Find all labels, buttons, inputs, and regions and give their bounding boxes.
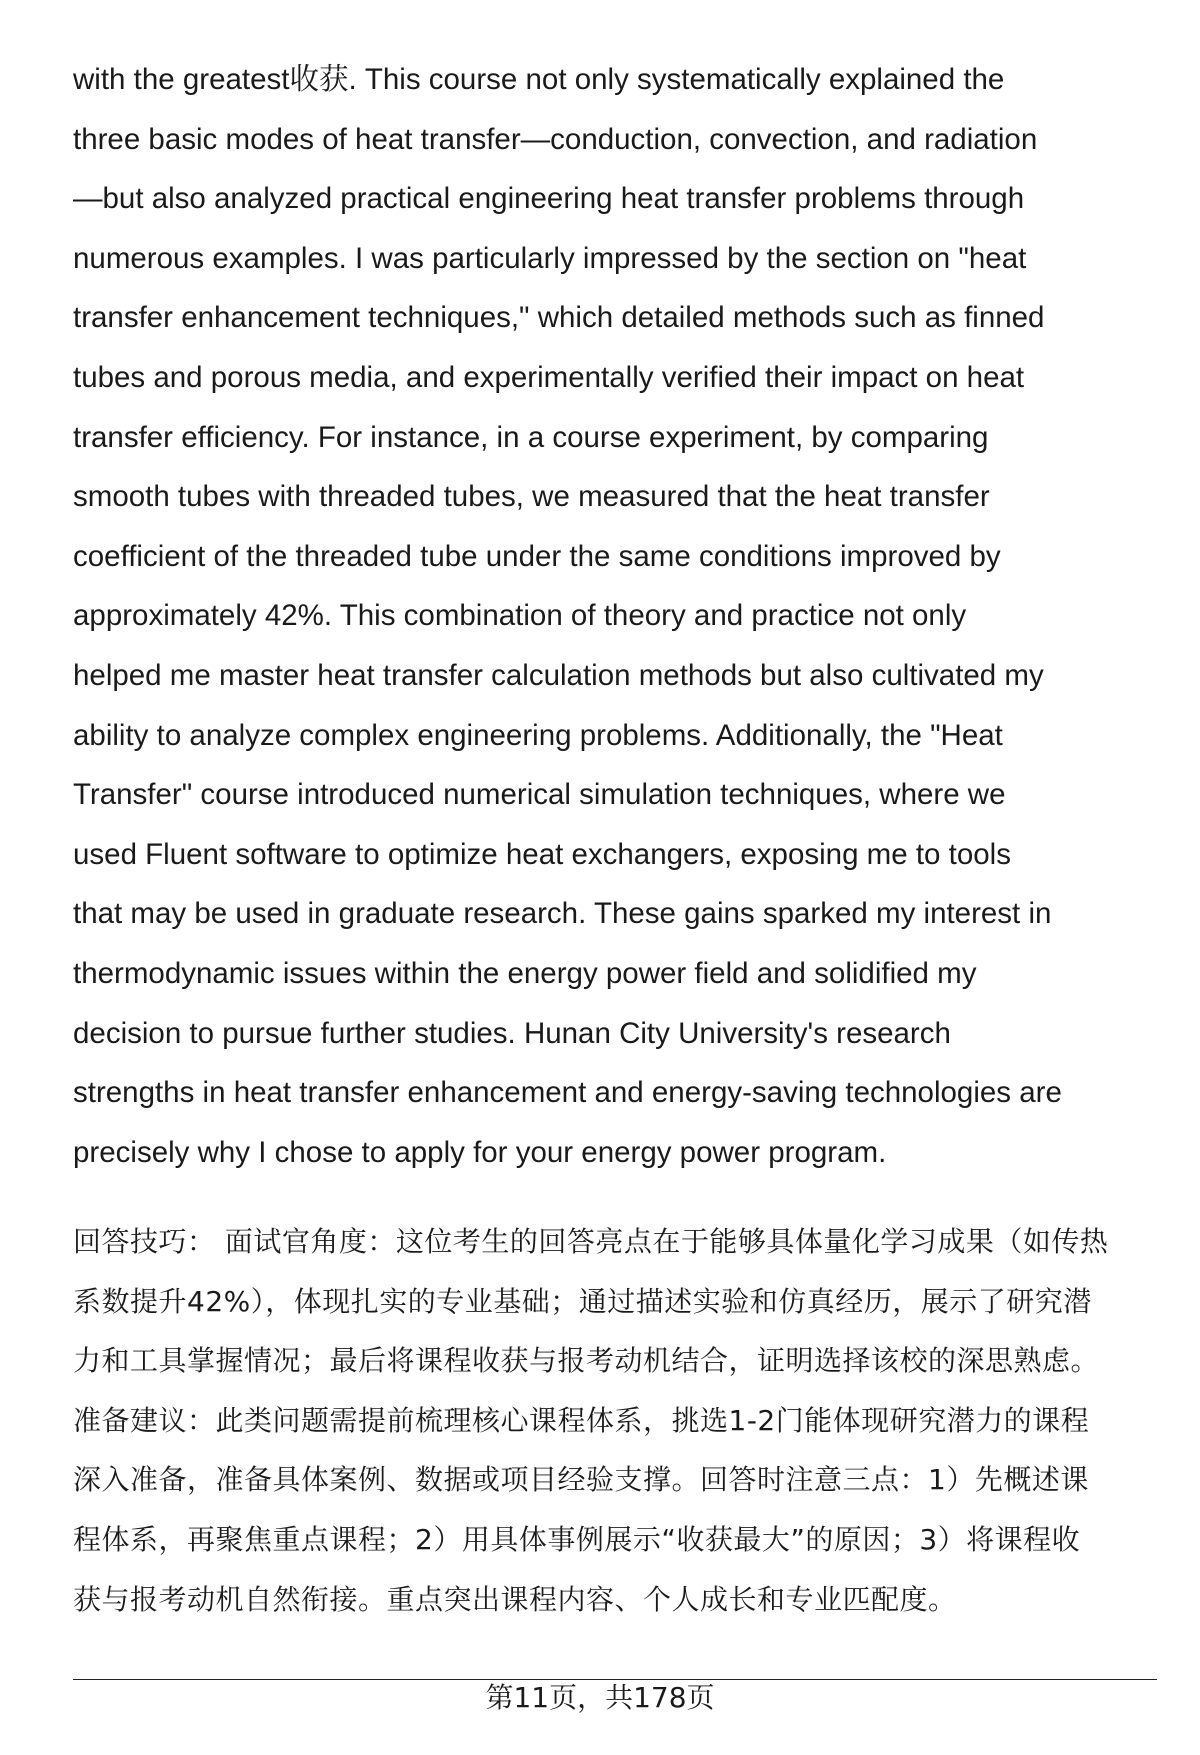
text-line: approximately 42%. This combination of theory and practice not only bbox=[73, 599, 967, 633]
text-line: numerous examples. I was particularly impressed by the section on "heat bbox=[73, 241, 1027, 275]
tips-line: 回答技巧： 面试官角度：这位考生的回答亮点在于能够具体量化学习成果（如传热 bbox=[73, 1225, 1109, 1258]
answer-paragraph bbox=[73, 50, 1183, 1182]
text-line: helped me master heat transfer calculation methods but also cultivated my bbox=[73, 658, 1044, 692]
text-line: with the greatest收获. This course not only systematically explained the bbox=[73, 63, 1005, 96]
text-line: Transfer" course introduced numerical simulation techniques, where we bbox=[73, 778, 1006, 812]
text-line: ability to analyze complex engineering problems. Additionally, the "Heat bbox=[73, 718, 1003, 752]
tips-line: 准备建议：此类问题需提前梳理核心课程体系，挑选1-2门能体现研究潜力的课程 bbox=[73, 1403, 1090, 1437]
tips-line: 深入准备，准备具体案例、数据或项目经验支撑。回答时注意三点：1）先概述课 bbox=[73, 1463, 1089, 1497]
answer-tips bbox=[73, 1212, 1183, 1629]
text-line: transfer efficiency. For instance, in a course experiment, by comparing bbox=[73, 420, 989, 454]
tips-line: 获与报考动机自然衔接。重点突出课程内容、个人成长和专业匹配度。 bbox=[73, 1582, 957, 1616]
text-line: thermodynamic issues within the energy power field and solidified my bbox=[73, 956, 977, 990]
text-line: smooth tubes with threaded tubes, we measured that the heat transfer bbox=[73, 480, 990, 514]
text-line: —but also analyzed practical engineering heat transfer problems through bbox=[73, 182, 1025, 216]
text-line: tubes and porous media, and experimentally verified their impact on heat bbox=[73, 360, 1025, 394]
text-line: that may be used in graduate research. These gains sparked my interest in bbox=[73, 897, 1052, 931]
text-line: decision to pursue further studies. Hunan City University's research bbox=[73, 1016, 951, 1050]
text-line: precisely why I chose to apply for your energy power program. bbox=[73, 1135, 887, 1169]
tips-line: 系数提升42%），体现扎实的专业基础；通过描述实验和仿真经历，展示了研究潜 bbox=[73, 1284, 1092, 1318]
text-line: used Fluent software to optimize heat exchangers, exposing me to tools bbox=[73, 837, 1011, 871]
text-line: three basic modes of heat transfer—conduction, convection, and radiation bbox=[73, 122, 1038, 156]
page-number: 第11页，共178页 bbox=[485, 1681, 715, 1714]
text-line: transfer enhancement techniques," which detailed methods such as finned bbox=[73, 301, 1045, 335]
text-line: coefficient of the threaded tube under the same conditions improved by bbox=[73, 539, 1001, 573]
tips-line: 力和工具掌握情况；最后将课程收获与报考动机结合，证明选择该校的深思熟虑。 bbox=[73, 1344, 1100, 1378]
tips-line: 程体系，再聚焦重点课程；2）用具体事例展示“收获最大”的原因；3）将课程收 bbox=[73, 1522, 1081, 1556]
text-line: strengths in heat transfer enhancement and energy-saving technologies are bbox=[73, 1076, 1062, 1110]
